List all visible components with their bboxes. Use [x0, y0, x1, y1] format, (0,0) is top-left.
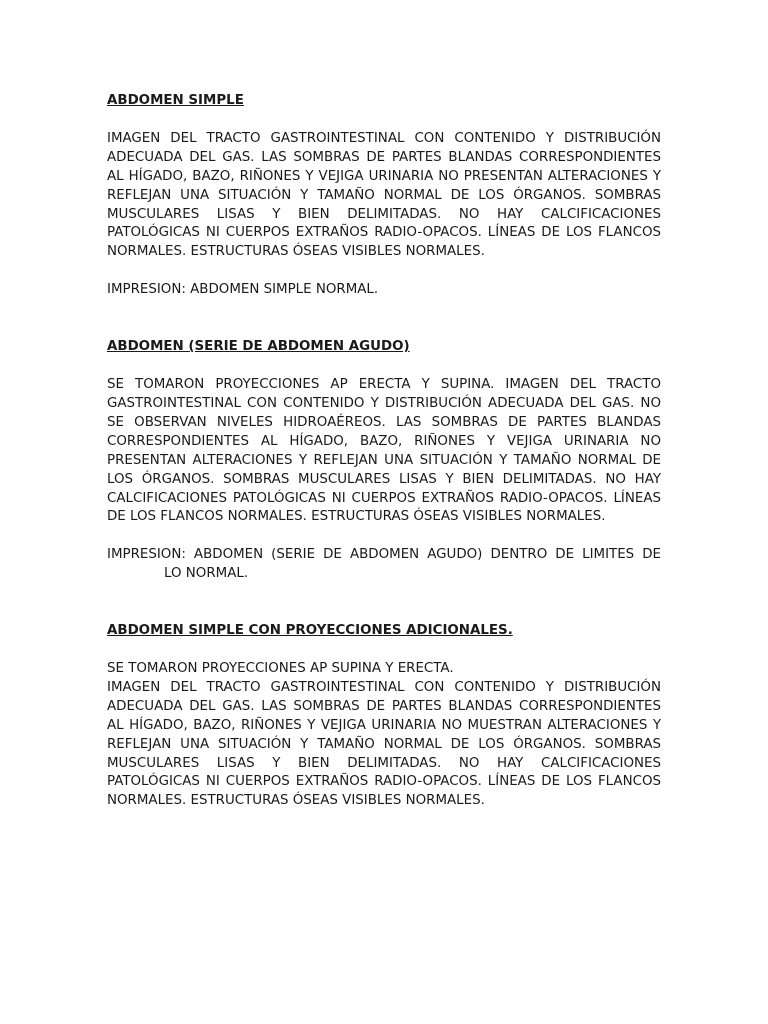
section-body-abdomen-simple: IMAGEN DEL TRACTO GASTROINTESTINAL CON CONTENIDO Y DISTRIBUCIÓN ADECUADA DEL GAS. LAS SOMBRAS DE PARTES BLANDAS CORRESPONDIENTES AL HÍGADO, BAZO, RIÑONES Y VEJIGA URINARIA NO PRESENTAN ALTERACIONES Y REFLEJAN UNA SITUACIÓN Y TAMAÑO NORMAL DE LOS ÓRGANOS. SOMBRAS MUSCULARES LISAS Y BIEN DELIMITADAS. NO HAY CALCIFICACIONES PATOLÓGICAS NI CUERPOS EXTRAÑOS RADIO-OPACOS. LÍNEAS DE LOS FLANCOS NORMALES. ESTRUCTURAS ÓSEAS VISIBLES NORMALES. [107, 130, 661, 260]
section-intro-proyecciones-adicionales: SE TOMARON PROYECCIONES AP SUPINA Y ERECTA. [107, 661, 454, 677]
section-heading-serie-abdomen-agudo: ABDOMEN (SERIE DE ABDOMEN AGUDO) [107, 339, 410, 355]
section-body-proyecciones-adicionales: IMAGEN DEL TRACTO GASTROINTESTINAL CON CONTENIDO Y DISTRIBUCIÓN ADECUADA DEL GAS. LAS SOMBRAS DE PARTES BLANDAS CORRESPONDIENTES AL HÍGADO, BAZO, RIÑONES Y VEJIGA URINARIA NO MUESTRAN ALTERACIONES Y REFLEJAN UNA SITUACIÓN Y TAMAÑO NORMAL DE LOS ÓRGANOS. SOMBRAS MUSCULARES LISAS Y BIEN DELIMITADAS. NO HAY CALCIFICACIONES PATOLÓGICAS NI CUERPOS EXTRAÑOS RADIO-OPACOS. LÍNEAS DE LOS FLANCOS NORMALES. ESTRUCTURAS ÓSEAS VISIBLES NORMALES. [107, 679, 661, 809]
section-heading-proyecciones-adicionales: ABDOMEN SIMPLE CON PROYECCIONES ADICIONALES. [107, 623, 513, 639]
impression-abdomen-simple: IMPRESION: ABDOMEN SIMPLE NORMAL. [107, 282, 379, 298]
section-heading-abdomen-simple: ABDOMEN SIMPLE [107, 93, 244, 108]
impression-serie-abdomen-agudo: IMPRESION: ABDOMEN (SERIE DE ABDOMEN AGUDO) DENTRO DE LIMITES DE [107, 547, 661, 563]
impression-serie-abdomen-agudo-cont: LO NORMAL. [164, 566, 249, 582]
section-body-serie-abdomen-agudo: SE TOMARON PROYECCIONES AP ERECTA Y SUPINA. IMAGEN DEL TRACTO GASTROINTESTINAL CON CONTENIDO Y DISTRIBUCIÓN ADECUADA DEL GAS. NO SE OBSERVAN NIVELES HIDROAÉREOS. LAS SOMBRAS DE PARTES BLANDAS CORRESPONDIENTES AL HÍGADO, BAZO, RIÑONES Y VEJIGA URINARIA NO PRESENTAN ALTERACIONES Y REFLEJAN UNA SITUACIÓN Y TAMAÑO NORMAL DE LOS ÓRGANOS. SOMBRAS MUSCULARES LISAS Y BIEN DELIMITADAS. NO HAY CALCIFICACIONES PATOLÓGICAS NI CUERPOS EXTRAÑOS RADIO-OPACOS. LÍNEAS DE LOS FLANCOS NORMALES. ESTRUCTURAS ÓSEAS VISIBLES NORMALES. [107, 377, 661, 525]
document-body [107, 92, 661, 811]
